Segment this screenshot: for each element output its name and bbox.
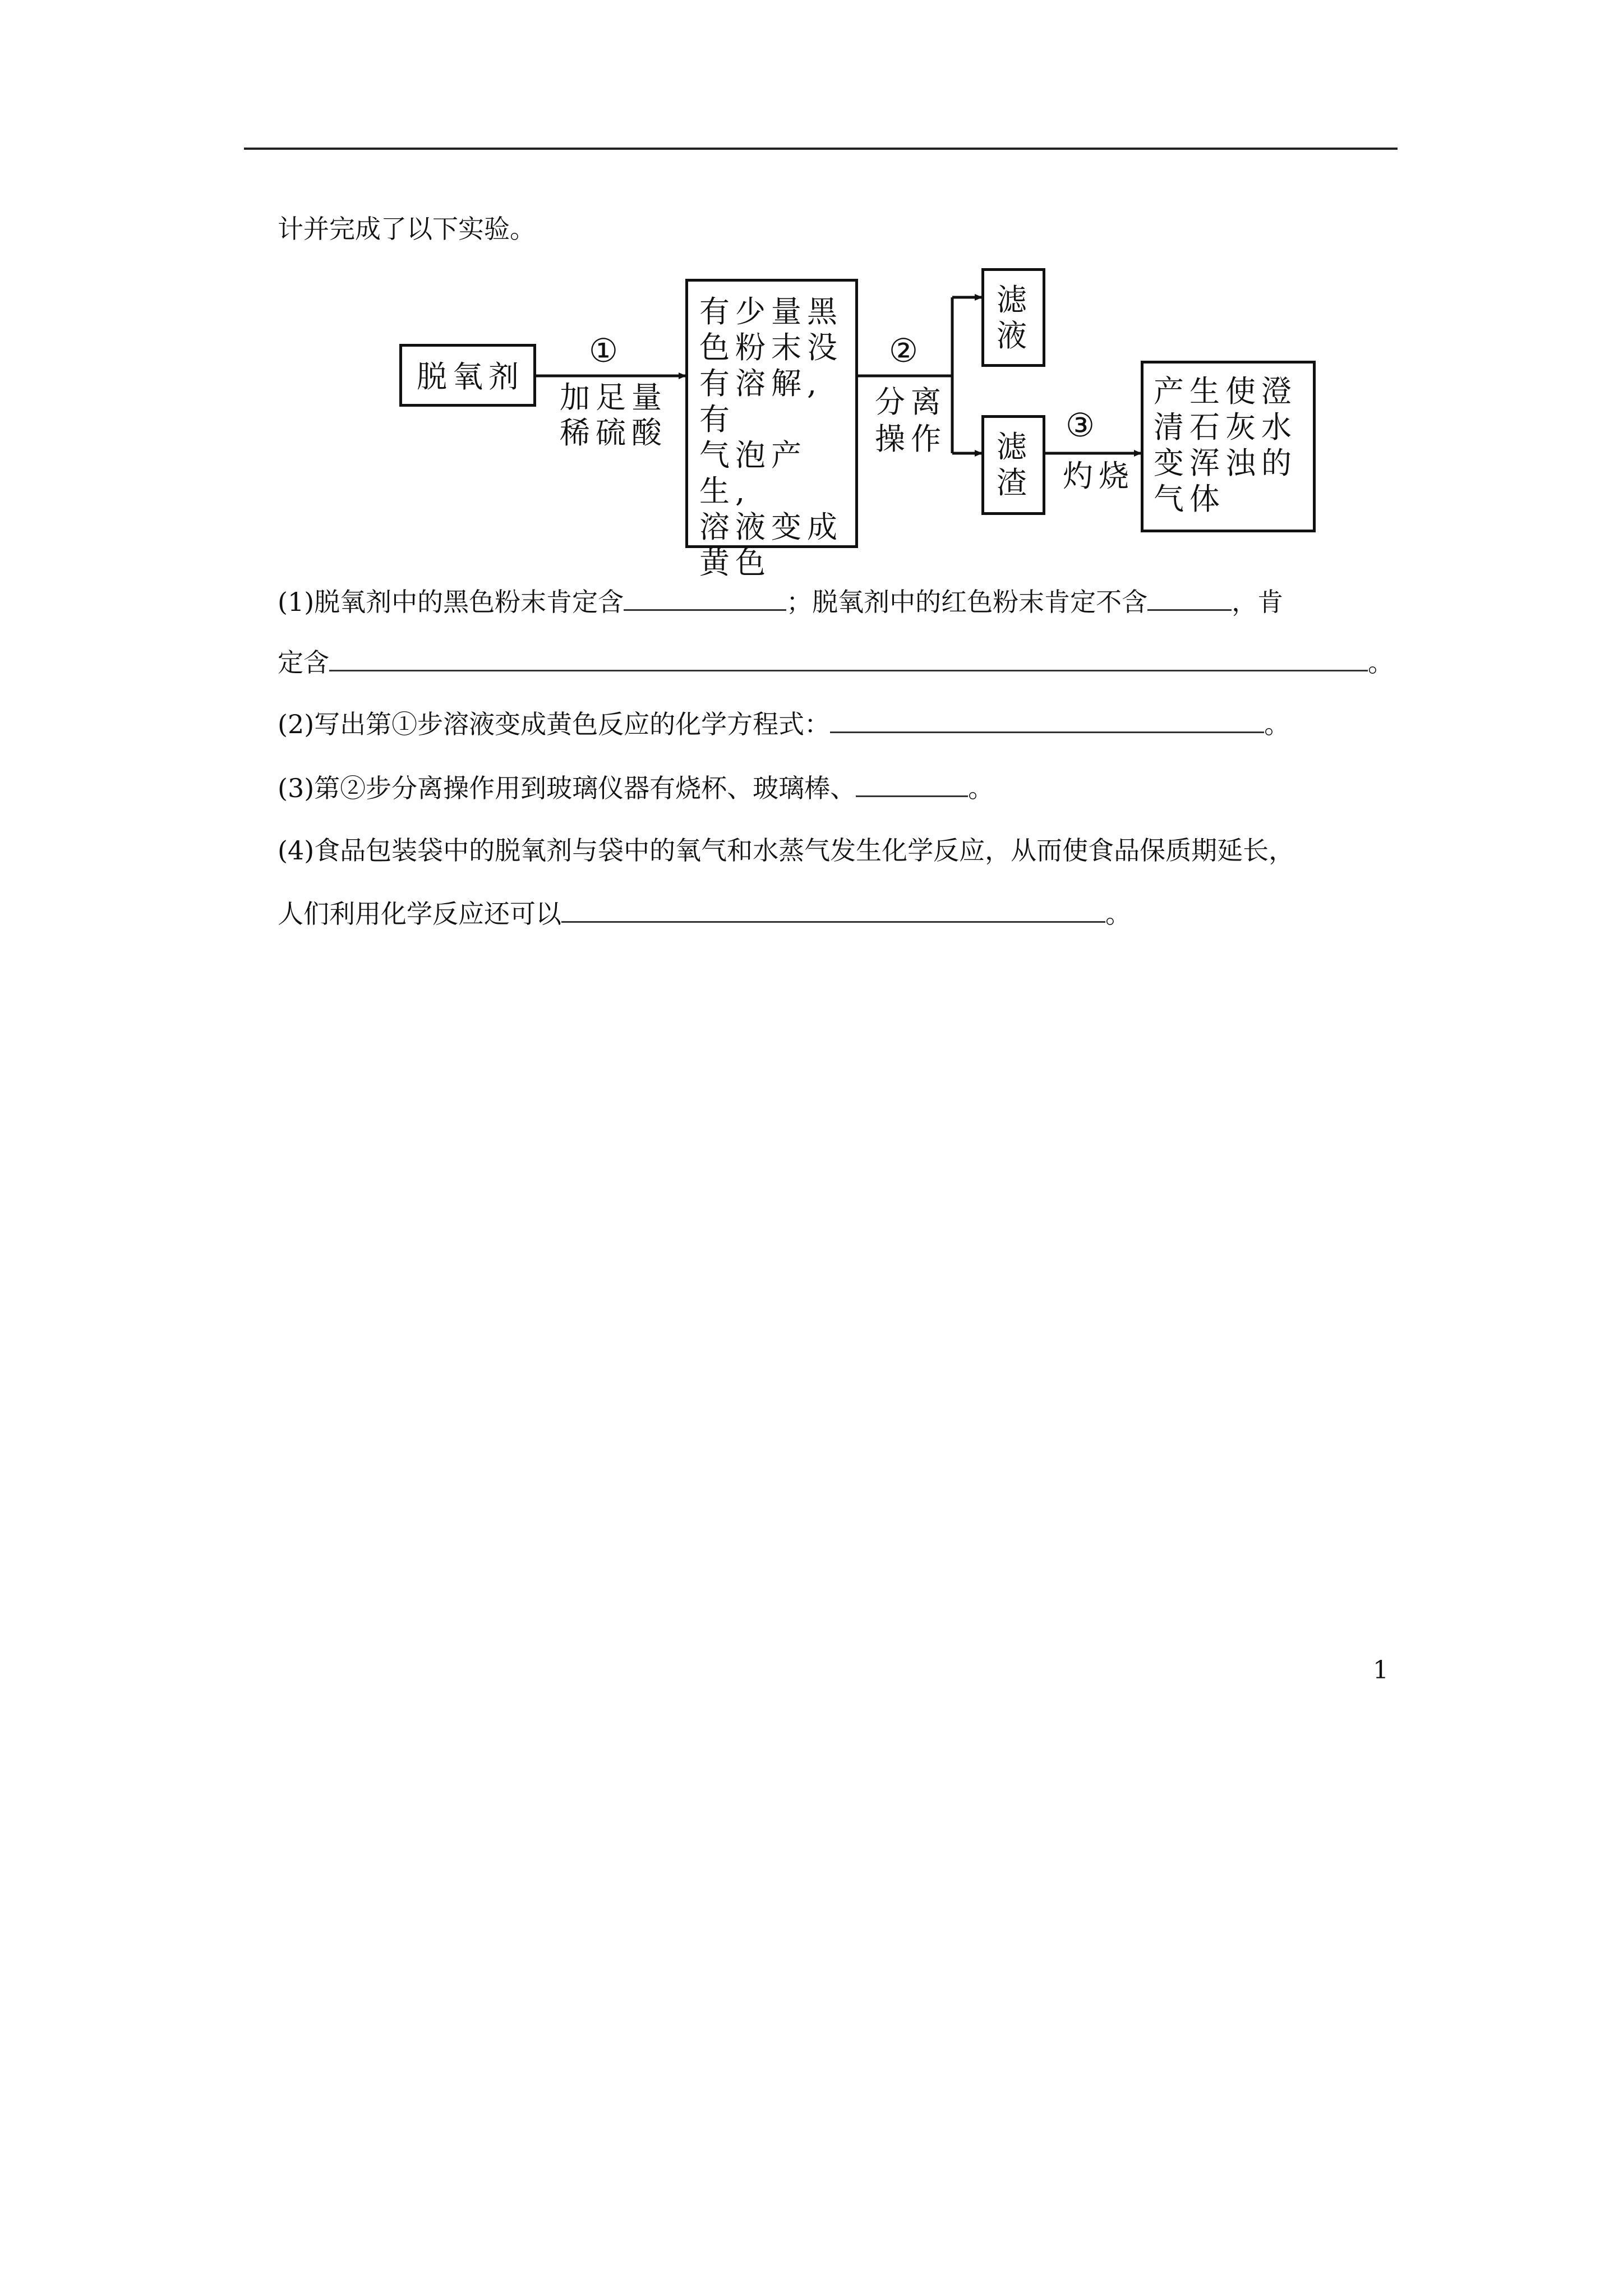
q4-text: 人们利用化学反应还可以	[278, 899, 561, 929]
result-line: 气体	[1154, 481, 1225, 517]
observation-line: 黄色	[699, 545, 771, 581]
step3-number: ③	[1066, 406, 1095, 444]
residue-text-line1: 滤	[997, 429, 1032, 464]
step1-number: ①	[589, 332, 618, 370]
observation-line: 有少量黑	[699, 294, 843, 329]
result-line: 产生使澄	[1154, 374, 1297, 409]
q2-end: 。	[1264, 709, 1290, 739]
result-line: 变浑浊的	[1154, 445, 1297, 481]
q1-blank-1[interactable]	[624, 583, 786, 611]
q1-text-a: (1)脱氧剂中的黑色粉末肯定含	[278, 587, 624, 617]
filtrate-text-line2: 液	[997, 318, 1032, 353]
step1-label-line1: 加足量	[560, 380, 667, 415]
residue-box	[981, 415, 1045, 515]
q3-end: 。	[968, 773, 994, 803]
q1-blank-2[interactable]	[1147, 583, 1232, 611]
q1-text-c: ，肯	[1232, 587, 1284, 617]
observation-line: 气泡产生,	[699, 438, 807, 509]
step2-label-line1: 分离	[875, 384, 947, 420]
start-box	[399, 344, 536, 407]
filtrate-box	[981, 268, 1045, 367]
step2-number: ②	[889, 332, 918, 370]
observation-line: 有溶解,有	[699, 366, 823, 437]
residue-text-line2: 渣	[997, 465, 1032, 500]
observation-line: 色粉末没	[699, 330, 843, 365]
filtrate-text-line1: 滤	[997, 282, 1032, 318]
result-line: 清石灰水	[1154, 409, 1297, 445]
q1-blank-3[interactable]	[329, 644, 1368, 671]
step3-label: 灼烧	[1063, 458, 1135, 494]
q3-text: (3)第②步分离操作用到玻璃仪器有烧杯、玻璃棒、	[278, 773, 856, 803]
q1-end: 。	[1368, 647, 1394, 678]
question-2	[278, 706, 1290, 741]
q2-blank[interactable]	[830, 706, 1264, 733]
step1-label-line2: 稀硫酸	[560, 415, 667, 450]
question-4-line1: (4)食品包装袋中的脱氧剂与袋中的氧气和水蒸气发生化学反应，从而使食品保质期延长，	[278, 835, 1295, 866]
page-number: 1	[1373, 1656, 1389, 1685]
intro-text: 计并完成了以下实验。	[278, 214, 536, 244]
q4-blank[interactable]	[561, 895, 1105, 923]
q3-blank[interactable]	[856, 770, 968, 797]
observation-line: 溶液变成	[699, 509, 843, 545]
start-box-text: 脱氧剂	[417, 359, 524, 394]
result-box	[1141, 361, 1316, 532]
q4-end: 。	[1105, 899, 1131, 929]
step2-label-line2: 操作	[875, 421, 947, 457]
q1-text-b: ；脱氧剂中的红色粉末肯定不含	[786, 587, 1148, 617]
question-1-line1	[278, 583, 1283, 619]
question-3	[278, 770, 994, 805]
observation-box	[685, 279, 858, 581]
q1-text-d: 定含	[278, 647, 329, 678]
q2-text: (2)写出第①步溶液变成黄色反应的化学方程式：	[278, 709, 831, 739]
question-1-line2	[278, 644, 1394, 679]
question-4-line2	[278, 895, 1131, 931]
